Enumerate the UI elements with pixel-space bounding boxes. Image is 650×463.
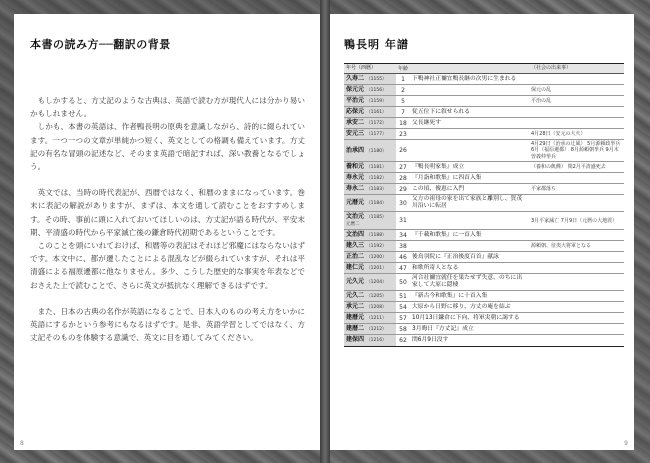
era-name: 建暦元 <box>346 314 365 322</box>
era-name: 保元元 <box>346 86 365 93</box>
header-social: （社会の出来事） <box>531 65 572 72</box>
era-year: （1211） <box>366 316 387 322</box>
era-year: （1172） <box>366 121 387 126</box>
event-cell <box>410 241 528 251</box>
age-cell: 54 <box>399 303 407 311</box>
table-row <box>344 195 624 212</box>
event-cell: 河合社禰宜就任を果たせず失意、のちに出家して大原に隠棲 <box>412 275 523 289</box>
era-year: （1182） <box>366 176 387 182</box>
table-row <box>344 274 624 291</box>
social-event-cell <box>528 263 624 273</box>
right-page <box>330 14 634 450</box>
era-cell <box>344 173 396 183</box>
social-event-cell <box>528 173 624 183</box>
table-body <box>344 74 624 346</box>
table-row <box>344 173 624 184</box>
social-event-cell: 3月平家滅亡 7月9日（元暦の大地震） <box>531 217 618 224</box>
era-cell <box>344 118 396 128</box>
era-name: 建暦二 <box>346 325 365 333</box>
age-cell: 29 <box>399 185 407 193</box>
era-name: 寿永二 <box>346 185 365 193</box>
table-header <box>344 64 624 74</box>
era-year: （1188） <box>366 233 387 239</box>
event-cell: 『千載和歌集』に一首入集 <box>412 231 482 238</box>
era-cell <box>344 74 396 84</box>
age-cell: 58 <box>399 325 407 333</box>
left-page <box>14 14 320 450</box>
table-row <box>344 140 624 162</box>
era-name: 正治二 <box>346 253 365 261</box>
social-event-cell: 源頼朝、征夷大将軍となる <box>531 243 592 250</box>
event-cell <box>410 140 528 161</box>
era-year: （1185） <box>366 215 387 221</box>
table-row <box>344 335 624 346</box>
era-cell <box>344 241 396 251</box>
table-row <box>344 302 624 313</box>
era-year: （1216） <box>366 338 387 344</box>
table-row <box>344 212 624 230</box>
event-cell: 『月詣和歌集』に四首入集 <box>412 174 482 181</box>
table-row <box>344 291 624 302</box>
table-row <box>344 162 624 173</box>
era-name: 養和元 <box>346 163 365 171</box>
table-row <box>344 74 624 85</box>
era-name: 承安二 <box>346 119 365 126</box>
social-event-cell <box>528 74 624 84</box>
social-event-cell: 平家都落ち <box>531 186 557 193</box>
era-cell <box>344 162 396 172</box>
event-cell: 下鴨神社正禰宜鴨長継の次男に生まれる <box>412 75 517 82</box>
social-event-cell <box>528 291 624 301</box>
era-name: 文治元 <box>346 213 365 221</box>
table-row <box>344 85 624 96</box>
age-cell: 57 <box>399 314 407 322</box>
era-year: （1155） <box>366 77 387 82</box>
age-cell: 5 <box>401 97 405 105</box>
social-event-cell <box>528 313 624 323</box>
event-cell: 3月晦日『方丈記』成立 <box>412 325 474 332</box>
event-cell: 父長継死す <box>412 119 441 126</box>
header-era: 年号（西暦） <box>346 65 377 71</box>
era-name: 文治四 <box>346 231 365 239</box>
era-cell <box>344 302 396 312</box>
era-cell <box>344 313 396 323</box>
book-gutter <box>320 0 330 463</box>
social-event-cell: 保元の乱 <box>531 86 552 93</box>
table-row <box>344 252 624 263</box>
era-year: （1156） <box>366 88 387 93</box>
event-cell <box>410 96 528 106</box>
era-name: 建久三 <box>346 242 365 250</box>
age-cell: 2 <box>401 86 405 94</box>
event-cell: 大原から日野に移り、方丈の庵を結ぶ <box>412 303 511 310</box>
era-name: 平治元 <box>346 97 365 104</box>
header-age: 年齢 <box>397 66 408 72</box>
table-row <box>344 241 624 252</box>
social-event-cell <box>528 324 624 334</box>
era-name: 久寿二 <box>346 75 365 82</box>
paragraph: また、日本の古典の名作が英語になることで、日本人のものの考え方をいかに英語にするかという参考にもなるはずです。是非、英語学習としてではなく、方丈記そのものを体験する意識で、英文に目を通してみてください。 <box>30 306 305 343</box>
left-page-heading: 本書の読み方──翻訳の背景 <box>30 38 171 51</box>
event-cell <box>410 129 528 139</box>
paragraph: 英文では、当時の時代表記が、西暦ではなく、和暦のままになっています。巻末に表記の解説がありますが、まずは、本文を通して読むことをおすすめします。その時、事前に頭に入れておいてほしいのは、方丈記が語る時代が、平安末期、平清盛の時代から平家滅亡後の鎌倉時代初期であるということです。 <box>30 188 305 237</box>
social-event-cell <box>528 252 624 262</box>
era-year: （1183） <box>366 187 387 193</box>
table-row <box>344 118 624 129</box>
era-year: （1159） <box>366 99 387 104</box>
event-cell: 閏6月9日没す <box>412 336 449 343</box>
era-alt-name: 元暦二 <box>346 222 360 228</box>
era-year: （1205） <box>366 294 387 300</box>
social-event-cell <box>528 195 624 211</box>
table-row <box>344 129 624 140</box>
social-event-cell <box>528 118 624 128</box>
era-year: （1180） <box>366 148 387 154</box>
era-cell <box>344 85 396 95</box>
event-cell: 『新古今和歌集』に十首入集 <box>412 292 488 299</box>
age-cell: 46 <box>399 253 407 261</box>
era-cell <box>344 129 396 139</box>
table-row <box>344 96 624 107</box>
table-row <box>344 230 624 241</box>
paragraph: しかも、本書の英語は、作者鴨長明の原典を意識しながら、詩的に綴られています。一つ一つの文章が単純かつ短く、英文としての格調も備えています。方丈記の有名な冒頭の記述など、そのまま英語で暗記すれば、深い教養となるでしょう。 <box>30 122 305 172</box>
page-number: 9 <box>624 440 628 447</box>
era-cell <box>344 274 396 290</box>
era-year: （1208） <box>366 305 387 311</box>
era-name: 寿永元 <box>346 174 365 182</box>
event-cell: 『鴨長明家集』成立 <box>412 163 465 170</box>
era-name: 承元二 <box>346 303 365 311</box>
table-row <box>344 263 624 274</box>
header-event <box>410 68 528 70</box>
era-year: （1200） <box>366 255 387 261</box>
age-cell: 1 <box>401 75 405 83</box>
social-event-cell <box>528 335 624 346</box>
social-event-cell <box>528 107 624 117</box>
event-cell: 後鳥羽院に『正治後度百首』献詠 <box>412 253 499 260</box>
era-cell <box>344 291 396 301</box>
era-year: （1161） <box>366 110 387 115</box>
era-year: （1177） <box>366 132 387 137</box>
age-cell: 27 <box>399 163 407 171</box>
social-event-cell <box>528 302 624 312</box>
paragraph: もしかすると、方丈記のような古典は、英語で読む方が現代人には分かり易いかもしれません。 <box>30 96 305 119</box>
table-row <box>344 184 624 195</box>
era-cell <box>344 195 396 211</box>
age-cell: 47 <box>399 264 407 272</box>
page-number: 8 <box>20 440 24 447</box>
paragraph: このことを頭にいれておけば、和暦等の表記はそれほど邪魔にはならないはずです。本文中に、都が遷したことによる混乱などが綴られていますが、それは平清盛による福原遷都に他なりません。多少、こうした歴史的な事実を年表などでおさえた上で読むことで、さらに英文が抵抗なく理解できるはずです。 <box>30 241 305 290</box>
era-year: （1212） <box>366 327 387 333</box>
event-cell <box>410 212 528 229</box>
table-row <box>344 107 624 118</box>
era-name: 元久元 <box>346 278 365 286</box>
era-cell <box>344 252 396 262</box>
event-cell <box>410 85 528 95</box>
social-event-cell: （養和の飢饉） 閏2月平清盛死去 <box>531 164 606 171</box>
age-cell: 18 <box>399 119 407 127</box>
age-cell: 62 <box>399 336 407 344</box>
era-year: （1184） <box>366 201 387 207</box>
social-event-cell: 4月28日（安元の大火） <box>531 130 586 137</box>
age-cell: 30 <box>399 199 407 207</box>
era-cell <box>344 324 396 334</box>
era-cell <box>344 335 396 346</box>
social-event-cell: 平治の乱 <box>531 97 552 104</box>
event-cell: 父方の祖母の家を出て家族と離別し、賀茂川沿いに転居 <box>412 196 523 210</box>
era-cell <box>344 96 396 106</box>
era-name: 治承四 <box>346 146 365 154</box>
age-cell: 38 <box>399 242 407 250</box>
age-cell: 31 <box>399 217 407 225</box>
event-cell: 和歌所寄人となる <box>412 264 459 271</box>
age-cell: 50 <box>399 278 407 286</box>
era-cell <box>344 140 396 161</box>
era-name: 応保元 <box>346 108 365 115</box>
event-cell: 従五位下に叙せられる <box>412 108 470 115</box>
era-name: 建保四 <box>346 336 365 344</box>
table-row <box>344 324 624 335</box>
era-year: （1181） <box>366 165 387 171</box>
era-name: 元久二 <box>346 292 365 300</box>
event-cell: この頃、俊恵に入門 <box>412 185 465 192</box>
era-cell <box>344 212 396 229</box>
era-name: 元暦元 <box>346 199 365 207</box>
right-page-heading: 鴨長明 年譜 <box>344 38 409 51</box>
era-year: （1201） <box>366 266 387 272</box>
social-event-cell: 4月29日（治承の辻風） 5月源頼政挙兵 6月（福原遷都） 8月源頼朝挙兵 9月木曽義仲挙兵 <box>531 141 621 160</box>
era-cell <box>344 184 396 194</box>
age-cell: 23 <box>399 130 407 138</box>
age-cell: 26 <box>399 147 407 155</box>
era-name: 安元三 <box>346 130 365 137</box>
era-cell <box>344 230 396 240</box>
age-cell: 51 <box>399 292 407 300</box>
event-cell: 10月13日鎌倉に下向、将軍実朝に謁する <box>412 314 520 321</box>
era-cell <box>344 263 396 273</box>
era-name: 建仁元 <box>346 264 365 272</box>
social-event-cell <box>528 274 624 290</box>
era-year: （1192） <box>366 244 387 250</box>
age-cell: 7 <box>401 108 405 116</box>
social-event-cell <box>528 230 624 240</box>
left-page-body <box>30 94 305 344</box>
age-cell: 28 <box>399 174 407 182</box>
era-year: （1204） <box>366 280 387 286</box>
table-row <box>344 313 624 324</box>
era-cell <box>344 107 396 117</box>
chronology-table <box>344 63 624 347</box>
age-cell: 34 <box>399 231 407 239</box>
